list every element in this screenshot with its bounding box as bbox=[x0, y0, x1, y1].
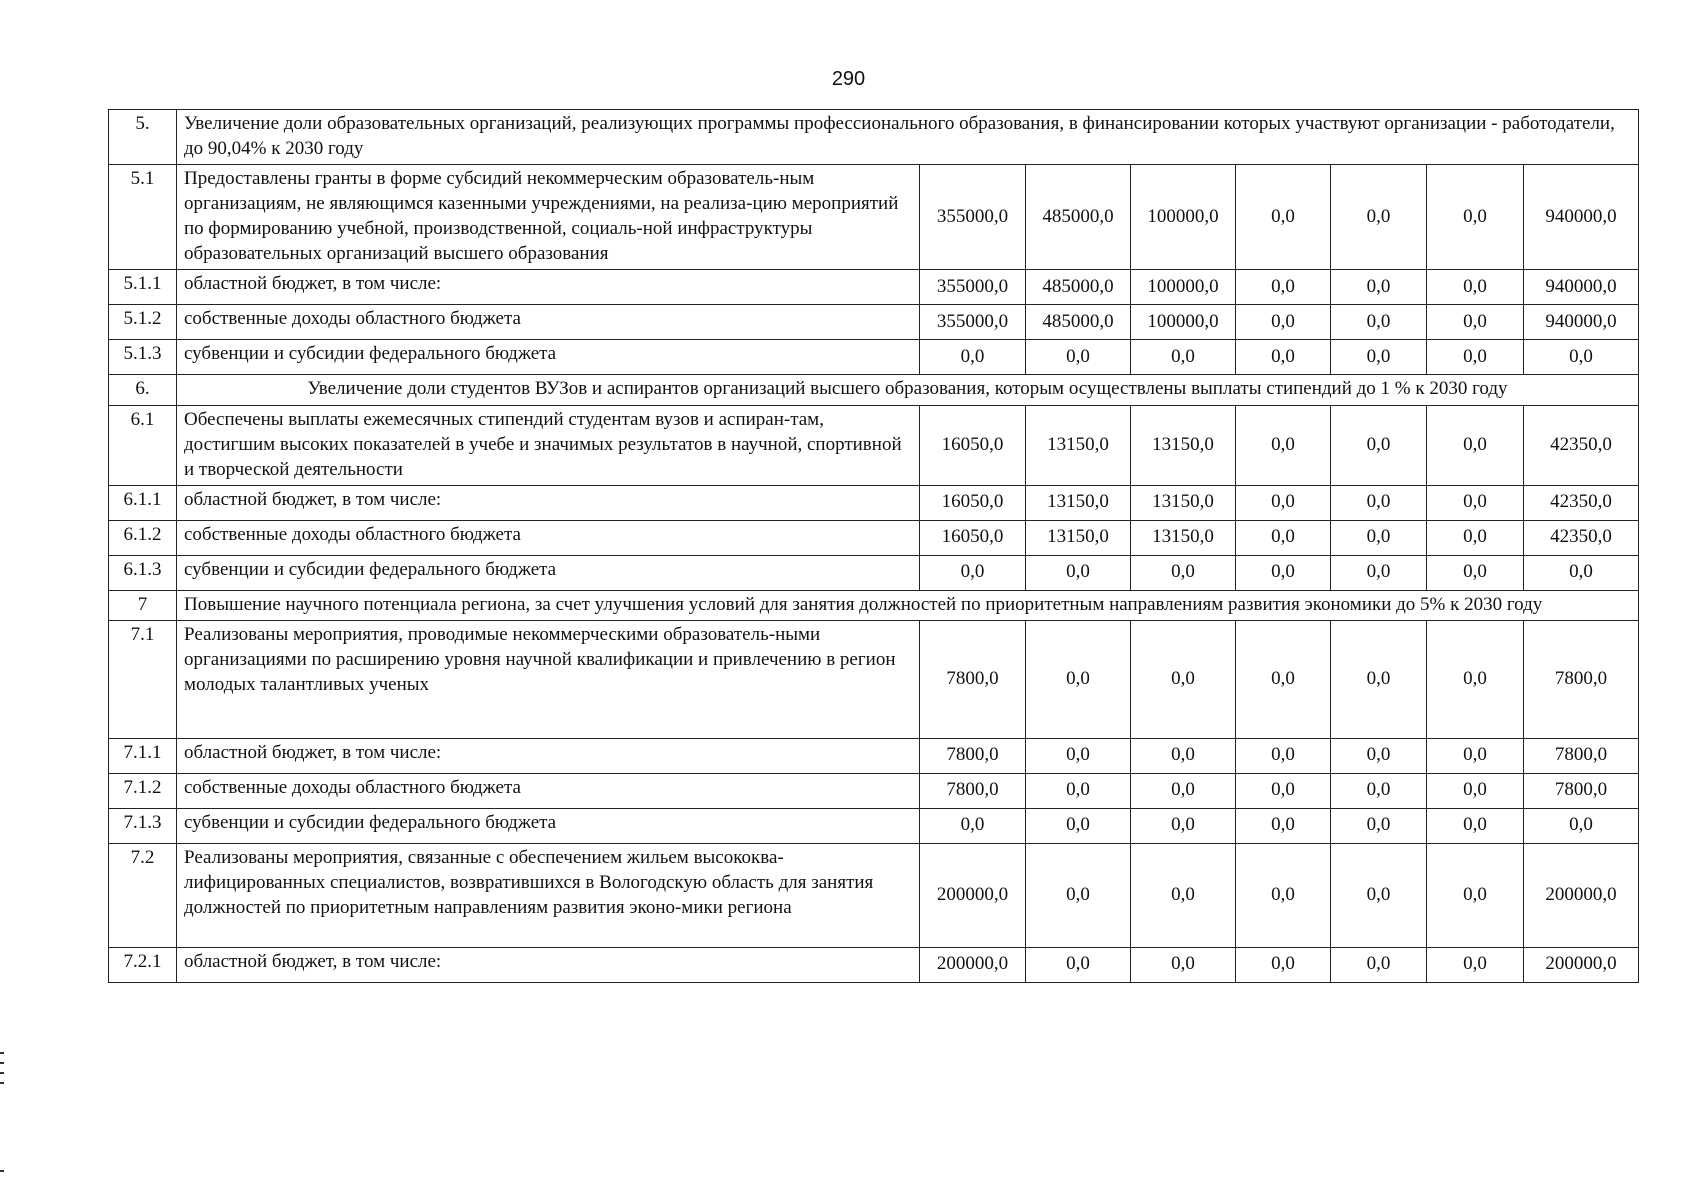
row-value: 355000,0 bbox=[920, 165, 1026, 270]
row-value: 0,0 bbox=[1131, 738, 1236, 773]
row-total: 200000,0 bbox=[1524, 843, 1639, 947]
row-value: 0,0 bbox=[1427, 165, 1524, 270]
table-body bbox=[109, 110, 1639, 983]
table-row bbox=[109, 520, 1639, 555]
row-value: 0,0 bbox=[1331, 773, 1427, 808]
row-value: 0,0 bbox=[1131, 808, 1236, 843]
row-value: 0,0 bbox=[1236, 555, 1331, 590]
row-value: 0,0 bbox=[1131, 555, 1236, 590]
row-value: 0,0 bbox=[1236, 485, 1331, 520]
row-value: 0,0 bbox=[1427, 270, 1524, 305]
row-value: 16050,0 bbox=[920, 405, 1026, 485]
row-total: 7800,0 bbox=[1524, 773, 1639, 808]
scan-edge-mark bbox=[0, 1082, 4, 1084]
row-value: 200000,0 bbox=[920, 843, 1026, 947]
row-value: 0,0 bbox=[1427, 738, 1524, 773]
row-description: Реализованы мероприятия, связанные с обеспечением жильем высококва-лифицированных специалистов, возвратившихся в Вологодскую область для занятия должностей по приоритетным направлениям развития эконо-мики региона bbox=[177, 843, 920, 947]
row-total: 42350,0 bbox=[1524, 485, 1639, 520]
row-number: 6.1.3 bbox=[109, 555, 177, 590]
row-value: 0,0 bbox=[1131, 947, 1236, 982]
row-value: 0,0 bbox=[1236, 808, 1331, 843]
row-value: 0,0 bbox=[1427, 485, 1524, 520]
table-row bbox=[109, 843, 1639, 947]
page-number: 290 bbox=[831, 68, 866, 90]
row-value: 0,0 bbox=[1026, 843, 1131, 947]
row-number: 5.1.2 bbox=[109, 305, 177, 340]
row-value: 200000,0 bbox=[920, 947, 1026, 982]
row-value: 0,0 bbox=[1331, 555, 1427, 590]
row-number: 7.1 bbox=[109, 620, 177, 738]
row-value: 0,0 bbox=[1427, 405, 1524, 485]
row-value: 485000,0 bbox=[1026, 165, 1131, 270]
row-value: 13150,0 bbox=[1026, 520, 1131, 555]
row-number: 5.1.3 bbox=[109, 340, 177, 375]
table-row bbox=[109, 773, 1639, 808]
row-value: 0,0 bbox=[1026, 773, 1131, 808]
row-value: 0,0 bbox=[1026, 620, 1131, 738]
row-description: областной бюджет, в том числе: bbox=[177, 270, 920, 305]
row-value: 7800,0 bbox=[920, 773, 1026, 808]
row-number: 6.1.2 bbox=[109, 520, 177, 555]
row-description: Реализованы мероприятия, проводимые некоммерческими образователь-ными организациями по расширению уровня научной квалификации и привлечению в регион молодых талантливых ученых bbox=[177, 620, 920, 738]
table-row bbox=[109, 405, 1639, 485]
row-total: 940000,0 bbox=[1524, 270, 1639, 305]
row-value: 0,0 bbox=[1236, 270, 1331, 305]
row-value: 0,0 bbox=[920, 808, 1026, 843]
section-title: Увеличение доли образовательных организаций, реализующих программы профессионального образования, в финансировании которых участвуют организации - работодатели, до 90,04% к 2030 году bbox=[177, 110, 1639, 165]
row-value: 100000,0 bbox=[1131, 270, 1236, 305]
row-number: 7.1.2 bbox=[109, 773, 177, 808]
row-number: 7 bbox=[109, 590, 177, 620]
row-value: 0,0 bbox=[1427, 305, 1524, 340]
row-value: 0,0 bbox=[1331, 485, 1427, 520]
row-value: 7800,0 bbox=[920, 738, 1026, 773]
row-value: 0,0 bbox=[1427, 773, 1524, 808]
budget-table bbox=[108, 109, 1639, 983]
table-row bbox=[109, 165, 1639, 270]
row-value: 100000,0 bbox=[1131, 305, 1236, 340]
row-value: 0,0 bbox=[1331, 305, 1427, 340]
row-value: 0,0 bbox=[1026, 555, 1131, 590]
row-description: областной бюджет, в том числе: bbox=[177, 485, 920, 520]
row-description: собственные доходы областного бюджета bbox=[177, 305, 920, 340]
scan-edge-mark bbox=[0, 1052, 4, 1054]
table-row bbox=[109, 620, 1639, 738]
table-row bbox=[109, 270, 1639, 305]
row-description: собственные доходы областного бюджета bbox=[177, 773, 920, 808]
row-value: 7800,0 bbox=[920, 620, 1026, 738]
row-value: 0,0 bbox=[1331, 405, 1427, 485]
table-row bbox=[109, 340, 1639, 375]
row-description: субвенции и субсидии федерального бюджета bbox=[177, 808, 920, 843]
section-row bbox=[109, 110, 1639, 165]
row-value: 0,0 bbox=[1331, 843, 1427, 947]
table-row bbox=[109, 808, 1639, 843]
row-number: 7.2 bbox=[109, 843, 177, 947]
scan-edge-mark bbox=[0, 1170, 4, 1172]
row-value: 0,0 bbox=[1331, 270, 1427, 305]
row-value: 0,0 bbox=[1427, 808, 1524, 843]
row-value: 0,0 bbox=[1131, 843, 1236, 947]
row-value: 0,0 bbox=[1026, 738, 1131, 773]
scan-edge-mark bbox=[0, 1062, 4, 1064]
row-value: 0,0 bbox=[1236, 620, 1331, 738]
row-value: 16050,0 bbox=[920, 520, 1026, 555]
row-value: 0,0 bbox=[1331, 340, 1427, 375]
row-value: 355000,0 bbox=[920, 270, 1026, 305]
row-total: 42350,0 bbox=[1524, 520, 1639, 555]
table-row bbox=[109, 947, 1639, 982]
row-value: 0,0 bbox=[1026, 340, 1131, 375]
row-value: 0,0 bbox=[1236, 405, 1331, 485]
row-value: 0,0 bbox=[1427, 520, 1524, 555]
table-row bbox=[109, 555, 1639, 590]
row-value: 0,0 bbox=[1131, 340, 1236, 375]
row-value: 0,0 bbox=[920, 555, 1026, 590]
row-total: 0,0 bbox=[1524, 808, 1639, 843]
row-total: 7800,0 bbox=[1524, 738, 1639, 773]
row-number: 5.1.1 bbox=[109, 270, 177, 305]
row-value: 485000,0 bbox=[1026, 305, 1131, 340]
row-value: 0,0 bbox=[1236, 165, 1331, 270]
row-value: 0,0 bbox=[1236, 843, 1331, 947]
row-total: 940000,0 bbox=[1524, 305, 1639, 340]
row-value: 13150,0 bbox=[1131, 405, 1236, 485]
row-value: 0,0 bbox=[1331, 620, 1427, 738]
row-number: 7.1.3 bbox=[109, 808, 177, 843]
row-number: 6. bbox=[109, 375, 177, 405]
row-description: собственные доходы областного бюджета bbox=[177, 520, 920, 555]
row-total: 200000,0 bbox=[1524, 947, 1639, 982]
row-description: областной бюджет, в том числе: bbox=[177, 738, 920, 773]
row-value: 0,0 bbox=[1331, 808, 1427, 843]
row-description: областной бюджет, в том числе: bbox=[177, 947, 920, 982]
row-number: 6.1.1 bbox=[109, 485, 177, 520]
row-value: 0,0 bbox=[1427, 340, 1524, 375]
row-value: 0,0 bbox=[920, 340, 1026, 375]
row-value: 0,0 bbox=[1331, 165, 1427, 270]
row-value: 0,0 bbox=[1026, 808, 1131, 843]
row-number: 7.2.1 bbox=[109, 947, 177, 982]
row-total: 7800,0 bbox=[1524, 620, 1639, 738]
row-description: Обеспечены выплаты ежемесячных стипендий студентам вузов и аспиран-там, достигшим высоких показателей в учебе и значимых результатов в научной, спортивной и творческой деятельности bbox=[177, 405, 920, 485]
table-row bbox=[109, 485, 1639, 520]
table-row bbox=[109, 305, 1639, 340]
row-value: 0,0 bbox=[1236, 305, 1331, 340]
row-value: 0,0 bbox=[1236, 738, 1331, 773]
row-value: 0,0 bbox=[1427, 555, 1524, 590]
row-value: 0,0 bbox=[1236, 947, 1331, 982]
section-title: Повышение научного потенциала региона, за счет улучшения условий для занятия должностей по приоритетным направлениям развития экономики до 5% к 2030 году bbox=[177, 590, 1639, 620]
row-value: 0,0 bbox=[1427, 843, 1524, 947]
row-value: 355000,0 bbox=[920, 305, 1026, 340]
row-value: 0,0 bbox=[1236, 520, 1331, 555]
row-total: 42350,0 bbox=[1524, 405, 1639, 485]
row-value: 0,0 bbox=[1331, 738, 1427, 773]
row-number: 5. bbox=[109, 110, 177, 165]
section-title: Увеличение доли студентов ВУЗов и аспирантов организаций высшего образования, которым осуществлены выплаты стипендий до 1 % к 2030 году bbox=[177, 375, 1639, 405]
row-value: 0,0 bbox=[1236, 340, 1331, 375]
section-row bbox=[109, 590, 1639, 620]
row-description: Предоставлены гранты в форме субсидий некоммерческим образователь-ным организациям, не являющимся казенными учреждениями, на реализа-цию мероприятий по формированию учебной, производственной, социаль-ной инфраструктуры образовательных организаций высшего образования bbox=[177, 165, 920, 270]
row-value: 13150,0 bbox=[1026, 485, 1131, 520]
row-total: 0,0 bbox=[1524, 340, 1639, 375]
section-row bbox=[109, 375, 1639, 405]
row-total: 940000,0 bbox=[1524, 165, 1639, 270]
table-row bbox=[109, 738, 1639, 773]
row-value: 13150,0 bbox=[1131, 485, 1236, 520]
row-value: 485000,0 bbox=[1026, 270, 1131, 305]
row-value: 13150,0 bbox=[1026, 405, 1131, 485]
row-value: 16050,0 bbox=[920, 485, 1026, 520]
row-value: 0,0 bbox=[1427, 947, 1524, 982]
row-number: 6.1 bbox=[109, 405, 177, 485]
row-value: 0,0 bbox=[1331, 520, 1427, 555]
row-total: 0,0 bbox=[1524, 555, 1639, 590]
row-value: 0,0 bbox=[1236, 773, 1331, 808]
row-value: 0,0 bbox=[1427, 620, 1524, 738]
row-value: 13150,0 bbox=[1131, 520, 1236, 555]
row-number: 7.1.1 bbox=[109, 738, 177, 773]
row-number: 5.1 bbox=[109, 165, 177, 270]
row-value: 100000,0 bbox=[1131, 165, 1236, 270]
row-value: 0,0 bbox=[1131, 620, 1236, 738]
row-value: 0,0 bbox=[1131, 773, 1236, 808]
row-value: 0,0 bbox=[1026, 947, 1131, 982]
row-description: субвенции и субсидии федерального бюджета bbox=[177, 340, 920, 375]
row-value: 0,0 bbox=[1331, 947, 1427, 982]
scan-edge-mark bbox=[0, 1072, 4, 1074]
row-description: субвенции и субсидии федерального бюджета bbox=[177, 555, 920, 590]
